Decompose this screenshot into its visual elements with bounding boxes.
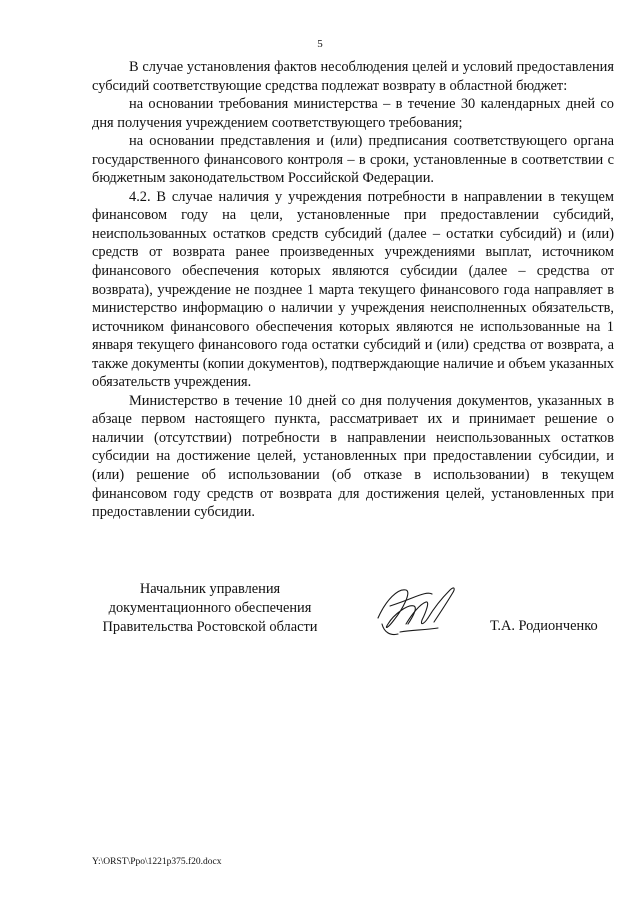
document-body bbox=[92, 58, 614, 522]
signatory-title-line: Начальник управления bbox=[139, 581, 281, 597]
footer-file-path: Y:\ORST\Ppo\1221p375.f20.docx bbox=[92, 857, 222, 867]
paragraph-refund-conditions: В случае установления фактов несоблюдения целей и условий предоставления субсидий соответствующие средства подлежат возврату в областной бюджет: bbox=[92, 59, 614, 94]
paragraph-ministry-requirement: на основании требования министерства – в течение 30 календарных дней со дня получения учреждением соответствующего требования; bbox=[92, 96, 614, 131]
signatory-name: Т.А. Родионченко bbox=[490, 618, 598, 634]
page-number: 5 bbox=[317, 38, 323, 50]
paragraph-ministry-decision: Министерство в течение 10 дней со дня получения документов, указанных в абзаце первом настоящего пункта, рассматривает их и принимает решение о наличии (отсутствии) потребности в направлении неиспользованных остатков субсидии на достижение целей, установленных при предоставлении субсидии, и (или) решение об использовании (об отказе в использовании) в текущем финансовом году средств от возврата для достижения целей, установленных при предоставлении субсидии. bbox=[92, 392, 614, 521]
paragraph-control-body-order: на основании представления и (или) предписания соответствующего органа государственного финансового контроля – в сроки, установленные в соответствии с бюджетным законодательством Российской Федерации. bbox=[92, 133, 614, 187]
paragraph-clause-4-2: 4.2. В случае наличия у учреждения потребности в направлении в текущем финансовом году на цели, установленные при предоставлении субсидий, неиспользованных остатков средств субсидий (далее – остатки субсидий) и (или) средств от возврата ранее произведенных учреждениями выплат, источником финансового обеспечения которых являются субсидии (далее – средства от возврата), учреждение не позднее 1 марта текущего финансового года направляет в министерство информацию о наличии у учреждения неисполненных обязательств, источником финансового обеспечения которых являются не использованные на 1 января текущего финансового года остатки субсидий и (или) средства от возврата, а также документы (копии документов), подтверждающие наличие и объем указанных обязательств учреждения. bbox=[92, 188, 614, 391]
signatory-title-line: документационного обеспечения bbox=[108, 600, 312, 616]
signatory-title-line: Правительства Ростовской области bbox=[102, 619, 318, 635]
signature-block bbox=[0, 580, 640, 650]
signatory-title bbox=[80, 580, 340, 637]
handwritten-signature bbox=[372, 580, 468, 642]
